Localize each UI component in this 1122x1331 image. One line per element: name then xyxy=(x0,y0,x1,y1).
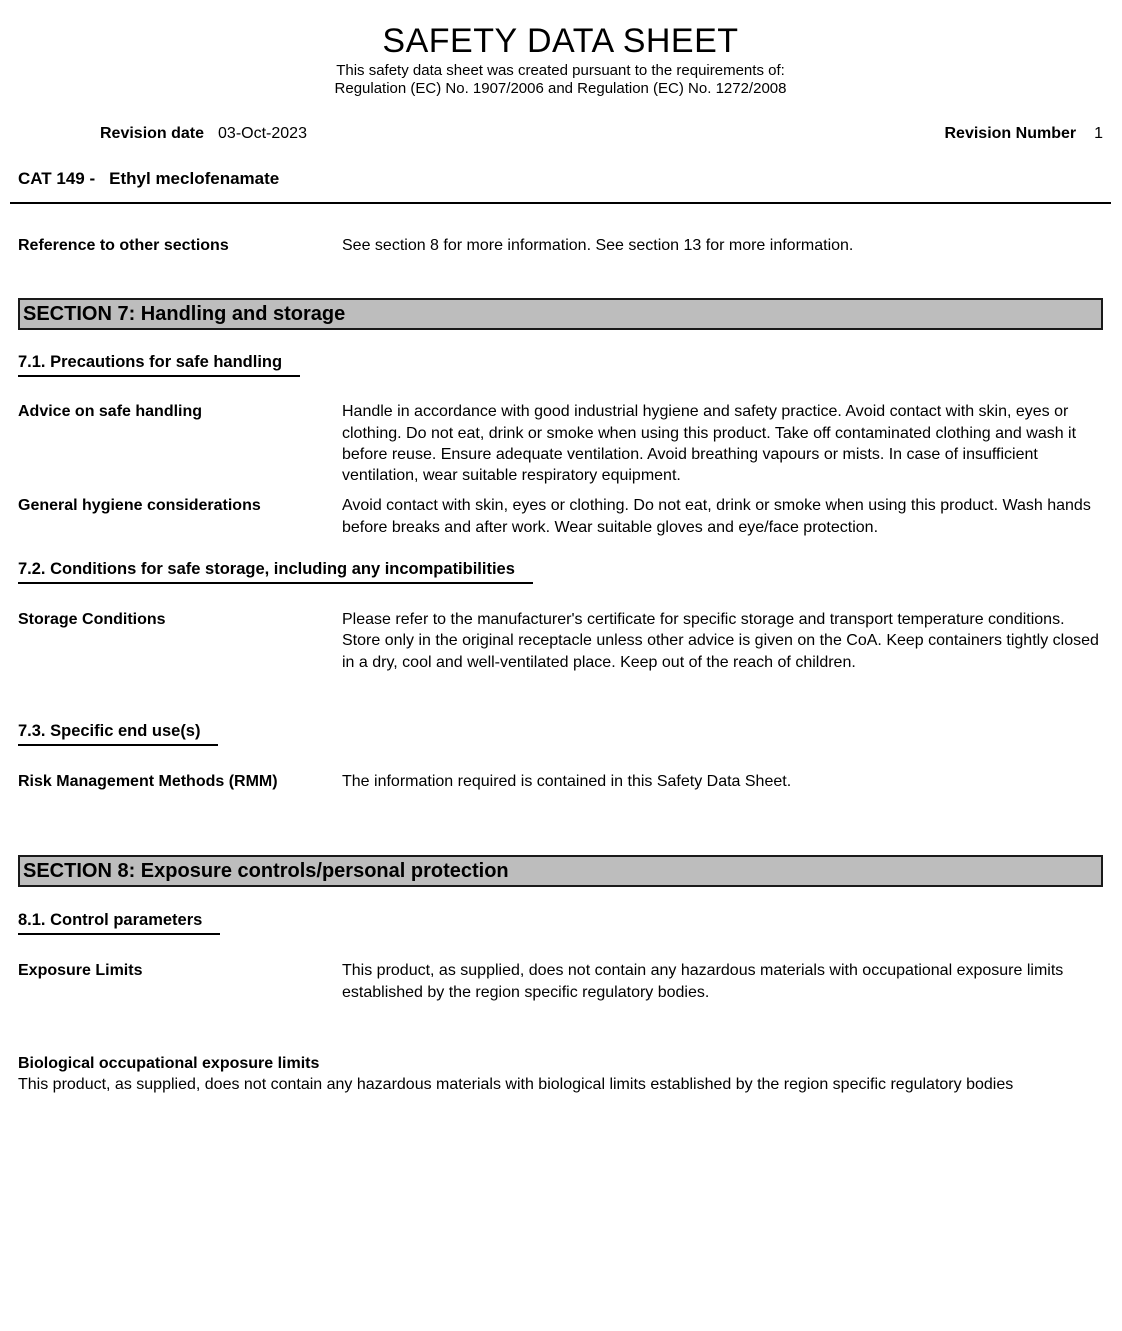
product-code: CAT 149 - xyxy=(18,169,96,188)
reference-value: See section 8 for more information. See section 13 for more information. xyxy=(342,237,854,254)
subtitle-line-1: This safety data sheet was created pursuant to the requirements of: xyxy=(336,62,785,79)
exposure-value: This product, as supplied, does not contain any hazardous materials with occupational exposure limits established by the region specific regulatory bodies. xyxy=(342,962,1064,1001)
revision-date xyxy=(100,125,307,143)
revision-number-label: Revision Number xyxy=(944,125,1077,142)
product-name: Ethyl meclofenamate xyxy=(109,169,280,188)
header-divider xyxy=(10,202,1111,204)
revision-info-row xyxy=(18,125,1103,143)
biological-limits-heading: Biological occupational exposure limits xyxy=(18,1054,320,1072)
storage-conditions-row xyxy=(18,609,1103,673)
hygiene-label: General hygiene considerations xyxy=(18,497,261,515)
exposure-limits-row xyxy=(18,960,1103,1003)
advice-label: Advice on safe handling xyxy=(18,403,203,421)
hygiene-value: Avoid contact with skin, eyes or clothing. Do not eat, drink or smoke when using this product. Wash hands before breaks and after work. Wear suitable gloves and eye/face protection. xyxy=(342,497,1091,536)
section7-2-heading: 7.2. Conditions for safe storage, including any incompatibilities xyxy=(18,560,1103,584)
product-identifier xyxy=(18,169,1103,189)
revision-date-value: 03-Oct-2023 xyxy=(218,125,307,142)
general-hygiene-row xyxy=(18,495,1103,538)
section8-header-bar: SECTION 8: Exposure controls/personal protection xyxy=(18,855,1103,887)
storage-label: Storage Conditions xyxy=(18,611,166,629)
revision-date-label: Revision date xyxy=(100,125,205,142)
advice-value: Handle in accordance with good industrial hygiene and safety practice. Avoid contact with skin, eyes or clothing. Do not eat, drink or smoke when using this product. Take off contaminated clothing and wash it before reuse. Ensure adequate ventilation. Avoid breathing vapours or mists. In case of insufficient ventilation, wear suitable respiratory equipment. xyxy=(342,403,1077,485)
exposure-label: Exposure Limits xyxy=(18,962,143,980)
section7-3-heading: 7.3. Specific end use(s) xyxy=(18,722,1103,746)
advice-on-safe-handling-row xyxy=(18,401,1103,486)
subtitle-line-2: Regulation (EC) No. 1907/2006 and Regulation (EC) No. 1272/2008 xyxy=(334,80,787,97)
document-subtitle xyxy=(18,62,1103,98)
revision-number-value: 1 xyxy=(1094,125,1103,142)
rmm-value: The information required is contained in this Safety Data Sheet. xyxy=(342,772,792,790)
document-title: SAFETY DATA SHEET xyxy=(382,22,739,60)
section7-1-heading: 7.1. Precautions for safe handling xyxy=(18,353,1103,377)
revision-number xyxy=(945,125,1104,143)
section8-1-heading: 8.1. Control parameters xyxy=(18,911,1103,935)
biological-limits-text: This product, as supplied, does not contain any hazardous materials with biological limits established by the region specific regulatory bodies xyxy=(18,1076,1014,1094)
rmm-label: Risk Management Methods (RMM) xyxy=(18,772,278,790)
storage-value: Please refer to the manufacturer's certificate for specific storage and transport temperature conditions. Store only in the original receptacle unless other advice is given on the CoA. Keep containers tightly closed in a dry, cool and well-ventilated place. Keep out of the reach of children. xyxy=(342,611,1099,671)
biological-limits-block xyxy=(18,1053,1103,1096)
reference-label: Reference to other sections xyxy=(18,237,229,254)
section7-header-bar: SECTION 7: Handling and storage xyxy=(18,298,1103,330)
reference-row xyxy=(18,235,1103,256)
risk-management-row xyxy=(18,771,1103,792)
